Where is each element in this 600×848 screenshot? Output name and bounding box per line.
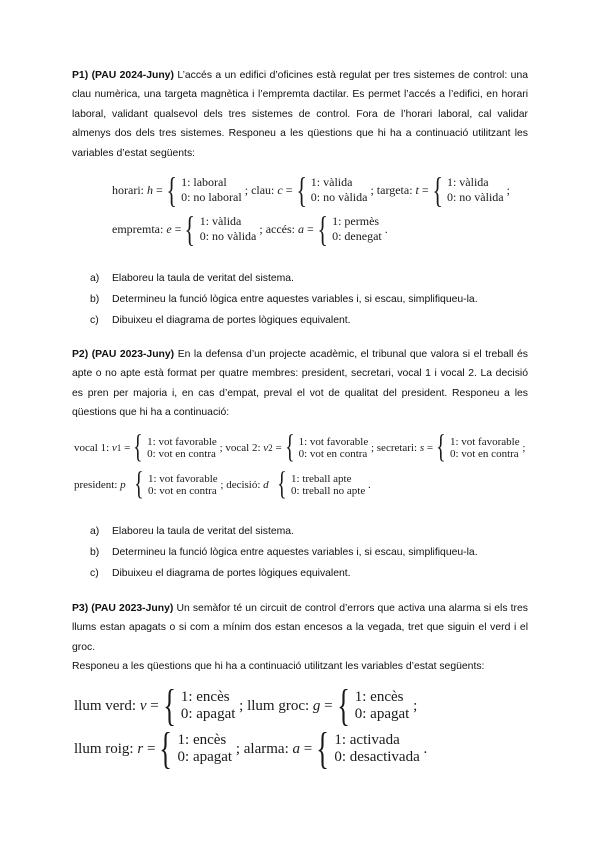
p2-variables-row-2: president: p { 1: vot favorable 0: vot en contra ; decisió: d { 1: treball apte 0: treball no apte . (74, 466, 371, 502)
var-secretari: secretari: s = { 1: vot favorable 0: vot en contra (376, 429, 520, 465)
list-item: b) Determineu la funció lògica entre aquestes variables i, si escau, simplifiqueu-la. (90, 294, 478, 305)
p3-statement (72, 599, 528, 657)
var-llum-groc: llum groc: g = { 1: encès 0: apagat (247, 681, 410, 730)
var-decisio: decisió: d { 1: treball apte 0: treball no apte (226, 466, 366, 502)
p1-variables-row-2: empremta: e = { 1: vàlida 0: no vàlida ; accés: a = { 1: permès 0: denegat . (112, 209, 388, 249)
p1-variables-row-1: horari: h = { 1: laboral 0: no laboral ; clau: c = { 1: vàlida 0: no vàlida ; targeta: t = { 1: vàlida 0: no vàlida ; (112, 170, 510, 210)
p2-title: P2) (PAU 2023-Juny) (72, 349, 175, 360)
var-alarma: alarma: a = { 1: activada 0: desactivada (243, 724, 420, 773)
p1-task-list (90, 268, 530, 331)
p3-text-line: els tres llums estan apagats o si com a mínim dos estan encesos a la vegada, tret (72, 603, 528, 634)
p1-text-line: laboral, cal validar almenys dos dels tres sistemes. Responeu a les qüestions que hi ha a (72, 108, 529, 140)
var-clau: clau: c = { 1: vàlida 0: no vàlida (251, 170, 368, 210)
var-targeta: targeta: t = { 1: vàlida 0: no vàlida (376, 170, 504, 210)
var-acces: accés: a = { 1: permès 0: denegat (265, 209, 382, 249)
p3-instruction: Responeu a les qüestions que hi ha a continuació utilitzant les variables d’estat següents: (72, 661, 485, 672)
p3-variables-row-1: llum verd: v = { 1: encès 0: apagat ; llum groc: g = { 1: encès 0: apagat ; (74, 681, 418, 730)
var-llum-roig: llum roig: r = { 1: encès 0: apagat (74, 724, 233, 773)
p1-text-line: L’accés a un edifici d’oficines està regulat per tres sistemes de (177, 70, 470, 81)
list-item: a) Elaboreu la taula de veritat del sistema. (90, 526, 294, 537)
p2-text-line: En la defensa d’un projecte acadèmic, el tribunal que valora si el (177, 349, 482, 360)
var-llum-verd: llum verd: v = { 1: encès 0: apagat (74, 681, 236, 730)
var-empremta: empremta: e = { 1: vàlida 0: no vàlida (112, 209, 257, 249)
list-item: a) Elaboreu la taula de veritat del sistema. (90, 273, 294, 284)
p1-text-line: l’edifici, en horari laboral, validant qualsevol dels tres sistemes de control. Fora de l’horari (72, 89, 529, 120)
var-vocal-1: vocal 1: v 1 = { 1: vot favorable 0: vot en contra (74, 429, 217, 465)
p3-variables-row-2: llum roig: r = { 1: encès 0: apagat ; alarma: a = { 1: activada 0: desactivada . (74, 724, 428, 773)
p2-text-line: vocal 2. La decisió es pren per majoria i, en cas d’empat, preval el vot de qualitat del (72, 368, 529, 399)
p2-text-line: treball és apte o no apte està format per quatre membres: president, secretari, vocal 1 i (72, 349, 528, 380)
p2-statement (72, 345, 528, 423)
p1-title: P1) (PAU 2024-Juny) (72, 70, 174, 81)
p1-statement (72, 66, 528, 163)
p3-text-line: que siguin el verd i el groc. (72, 622, 528, 653)
list-item: c) Dibuixeu el diagrama de portes lògiques equivalent. (90, 315, 351, 326)
list-item: c) Dibuixeu el diagrama de portes lògiques equivalent. (90, 568, 351, 579)
p3-text-line: Un semàfor té un circuit de control d’errors que activa una alarma si (176, 603, 492, 614)
p1-text-line: continuació utilitzant les variables d’estat següents: (72, 128, 529, 159)
list-item: b) Determineu la funció lògica entre aquestes variables i, si escau, simplifiqueu-la. (90, 547, 478, 558)
p2-variables-row-1: vocal 1: v 1 = { 1: vot favorable 0: vot en contra ; vocal 2: v 2 = { 1: vot favorable 0: vot en contra ; secretari: s = { 1: vot favorable 0: vot en contra ; (74, 429, 526, 465)
var-president: president: p { 1: vot favorable 0: vot en contra (74, 466, 218, 502)
p2-text-line: president. Responeu a les qüestions que hi ha a continuació: (72, 387, 529, 419)
p1-text-line: control: una clau numèrica, una targeta magnètica i l’empremta dactilar. Es permet l’accés a (72, 70, 529, 101)
var-vocal-2: vocal 2: v 2 = { 1: vot favorable 0: vot en contra (225, 429, 369, 465)
p2-task-list (90, 521, 530, 584)
var-horari: horari: h = { 1: laboral 0: no laboral (112, 170, 242, 210)
p3-title: P3) (PAU 2023-Juny) (72, 603, 174, 614)
